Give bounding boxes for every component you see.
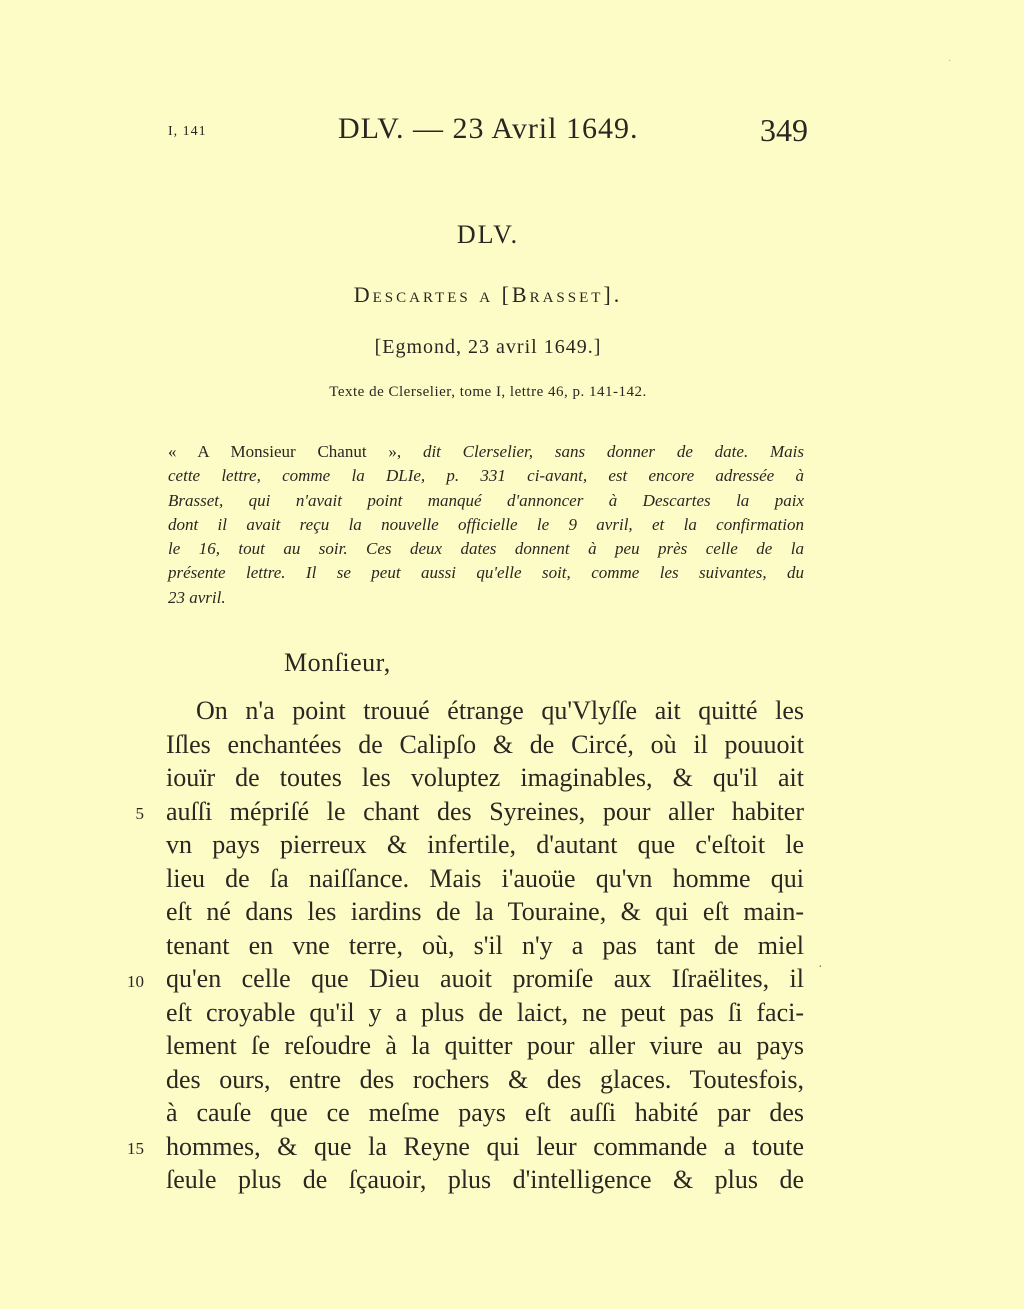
body-line: vn pays pierreux & infertile, d'autant que c'eſtoit le [166, 830, 804, 859]
body-line: Iſles enchantées de Calipſo & de Circé, où il pouuoit [166, 729, 804, 759]
note-line: le 16, tout au soir. Ces deux dates donnent à peu près celle de la [168, 539, 804, 559]
body-line: tenant en vne terre, où, s'il n'y a pas tant de miel [166, 930, 804, 960]
running-head: DLV. — 23 Avril 1649. [338, 112, 639, 145]
body-line: lieu de ſa naiſſance. Mais i'auoüe qu'vn homme qui [166, 863, 804, 893]
body-line: à cauſe que ce meſme pays eſt auſſi habité par des [166, 1098, 804, 1127]
note-line [168, 440, 804, 464]
page-number: 349 [760, 112, 808, 148]
body-line: des ours, entre des rochers & des glaces. Toutesfois, [166, 1064, 804, 1094]
scan-speck: · [818, 960, 823, 975]
body-line: On n'a point trouué étrange qu'Vlyſſe ait quitté les [196, 696, 804, 725]
body-line: hommes, & que la Reyne qui leur commande a toute [166, 1131, 804, 1161]
body-line: iouïr de toutes les voluptez imaginables, & qu'il ait [166, 763, 804, 792]
note-text: dit Clerselier, sans donner de date. Mais [422, 442, 805, 461]
note-line: cette lettre, comme la DLIe, p. 331 ci-avant, est encore adressée à [168, 466, 804, 486]
scan-speck: · [948, 56, 952, 67]
note-line: Brasset, qui n'avait point manqué d'annoncer à Descartes la paix [168, 490, 804, 510]
body-line: ſeule plus de ſçauoir, plus d'intelligence & plus de [166, 1165, 804, 1194]
body-line: eſt croyable qu'il y a plus de laict, ne peut pas ſi faci- [166, 997, 804, 1027]
body-line: qu'en celle que Dieu auoit promiſe aux Iſraëlites, il [166, 964, 804, 993]
salutation: Monſieur, [284, 648, 391, 677]
note-line: dont il avait reçu la nouvelle officielle le 9 avril, et la confirmation [168, 514, 804, 534]
body-line: lement ſe reſoudre à la quitter pour aller viure au pays [166, 1031, 804, 1060]
place-date: [Egmond, 23 avril 1649.] [374, 336, 602, 358]
body-line: eſt né dans les iardins de la Touraine, & qui eſt main- [166, 897, 804, 926]
line-number: 5 [135, 804, 144, 823]
letter-heading: Descartes a [Brasset]. [353, 282, 623, 307]
note-line: 23 avril. [168, 587, 226, 607]
note-quote: « A Monsieur Chanut », [168, 442, 402, 461]
body-line: auſſi mépriſé le chant des Syreines, pour aller habiter [166, 796, 804, 826]
folio-reference: I, 141 [168, 124, 207, 139]
letter-body [166, 694, 804, 1197]
source-line: Texte de Clerselier, tome I, lettre 46, p. 141-142. [329, 384, 647, 400]
line-number: 10 [127, 972, 144, 991]
letter-number: DLV. [456, 220, 520, 249]
editorial-note [168, 440, 804, 610]
note-line: présente lettre. Il se peut aussi qu'elle soit, comme les suivantes, du [168, 563, 804, 583]
line-number: 15 [127, 1139, 144, 1158]
